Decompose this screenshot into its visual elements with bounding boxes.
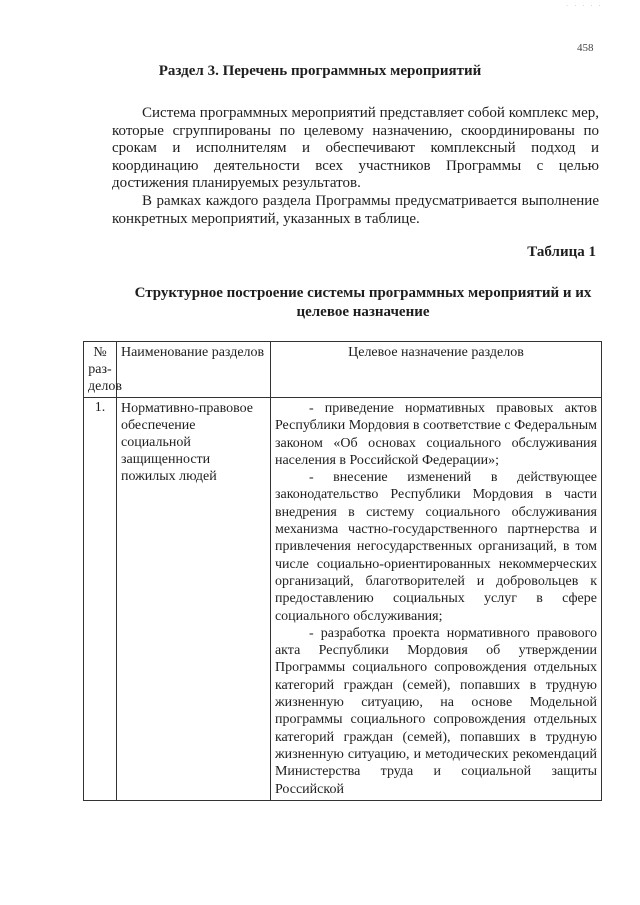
- paragraph-intro: Система программных мероприятий представляет собой комплекс мер, которые сгруппированы по целевому назначению, скоординированы по срокам и исполнителям и обеспечивают комплексный подход и координацию деятельности всех участников Программы с целью достижения планируемых результатов.: [112, 105, 599, 191]
- purpose-item: - внесение изменений в действующее законодательство Республики Мордовия в части внедрения в систему социального обслуживания механизма частно-государственного партнерства и привлечения негосударственных организаций, в том числе социально-ориентированных некоммерческих организаций, благотворителей и добровольцев к предоставлению социальных услуг в сфере социального обслуживания;: [274, 470, 597, 624]
- page-number: 458: [577, 42, 594, 54]
- section-title: Раздел 3. Перечень программных мероприятий: [158, 63, 482, 79]
- table-header-row: [84, 342, 602, 398]
- table-caption: Структурное построение системы программных мероприятий и их целевое назначение: [134, 285, 592, 320]
- row-number: 1.: [84, 398, 117, 801]
- purpose-item: - приведение нормативных правовых актов Республики Мордовия в соответствие с Федеральным законом «Об основах социального обслуживания населения в Российской Федерации»;: [274, 401, 597, 468]
- table-label: Таблица 1: [527, 244, 596, 260]
- header-purpose: Целевое назначение разделов: [270, 342, 601, 398]
- table-row: [84, 398, 602, 801]
- measures-table: [83, 341, 602, 801]
- scan-artifact: · · · · ·: [566, 2, 603, 10]
- header-name: Наименование разделов: [116, 342, 270, 398]
- purpose-item: - разработка проекта нормативного правового акта Республики Мордовия об утверждении Программы социального сопровождения отдельных категорий граждан (семей), попавших в трудную жизненную ситуацию, на основе Модельной программы социального сопровождения отдельных категорий граждан (семей), попавших в трудную жизненную ситуацию, и методических рекомендаций Министерства труда и социальной защиты Российской: [274, 625, 597, 797]
- row-name: Нормативно-правовое обеспечение социальной защищенности пожилых людей: [116, 398, 270, 801]
- paragraph-scope: В рамках каждого раздела Программы предусматривается выполнение конкретных мероприятий, указанных в таблице.: [112, 193, 599, 227]
- row-purpose: [270, 398, 601, 801]
- header-number: № раз-делов: [84, 342, 117, 398]
